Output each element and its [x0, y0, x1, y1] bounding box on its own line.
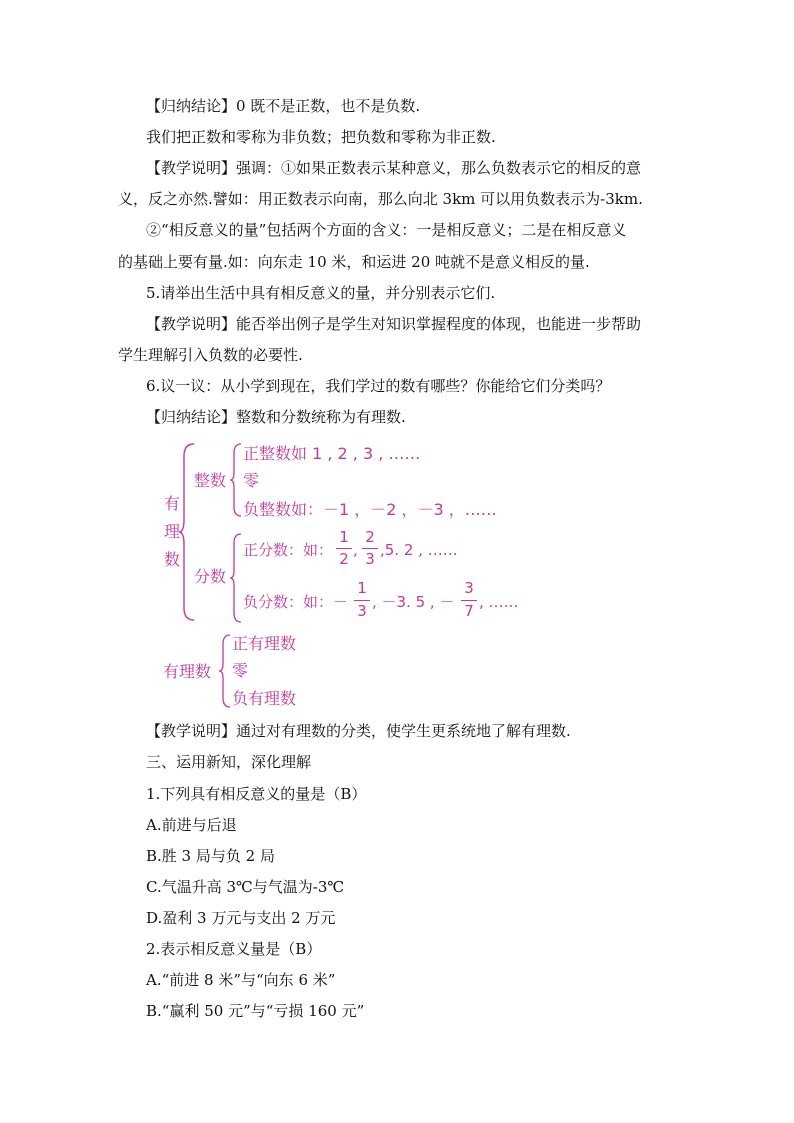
exercise-2: 2.表示相反意义量是（B） [146, 940, 322, 958]
zero-item: 零 [243, 471, 260, 490]
conclusion-zero: 【归纳结论】0 既不是正数，也不是负数. [146, 97, 421, 115]
outer-brace [178, 442, 198, 622]
exercise-1-option-a: A.前进与后退 [146, 816, 237, 834]
frac-1-2-denominator: 2 [339, 550, 349, 568]
frac-1-2-numerator: 1 [339, 528, 349, 546]
exercise-2-option-b: B.“赢利 50 元”与“亏损 160 元” [146, 1002, 365, 1020]
negative-rationals: 负有理数 [232, 689, 297, 708]
fraction-label: 分数 [194, 567, 227, 586]
frac-2-3-denominator: 3 [365, 550, 375, 568]
positive-integers: 正整数如 1 , 2 , 3 , …… [243, 444, 421, 463]
positive-fractions-tail: ,5. 2 , …… [380, 541, 458, 559]
frac-1-3-bar [354, 600, 370, 601]
frac-3-7-bar [461, 600, 477, 601]
root-char-2: 理 [164, 522, 181, 541]
frac-2-3-bar [362, 548, 378, 549]
exercise-1-option-d: D.盈利 3 万元与支出 2 万元 [146, 909, 336, 927]
frac-1-3-numerator: 1 [357, 579, 367, 597]
exercise-1: 1.下列具有相反意义的量是（B） [146, 785, 367, 803]
root-char-3: 数 [164, 550, 181, 569]
rational-root-label: 有理数 [163, 662, 212, 681]
teaching-note-2a: ②“相反意义的量”包括两个方面的含义：一是相反意义；二是在相反意义 [146, 221, 627, 239]
negative-fractions-mid: , －3. 5 , － [372, 593, 455, 611]
positive-fractions-prefix: 正分数：如： [243, 541, 334, 559]
exercise-2-option-a: A.“前进 8 米”与“向东 6 米” [146, 971, 336, 989]
teaching-note-2b: 的基础上要有量.如：向东走 10 米，和运进 20 吨就不是意义相反的量. [118, 253, 590, 271]
teaching-note-4: 【教学说明】通过对有理数的分类，使学生更系统地了解有理数. [146, 722, 571, 740]
fraction-brace [229, 533, 243, 623]
comma: , [353, 541, 358, 559]
negative-fractions-prefix: 负分数：如：－ [243, 593, 349, 611]
teaching-note-3a: 【教学说明】能否举出例子是学生对知识掌握程度的体现，也能进一步帮助 [146, 315, 642, 333]
frac-3-7-numerator: 3 [464, 579, 474, 597]
exercise-1-option-c: C.气温升高 3℃与气温为-3℃ [146, 878, 345, 896]
integer-brace [229, 443, 243, 517]
positive-rationals: 正有理数 [232, 634, 297, 653]
section-three-heading: 三、运用新知，深化理解 [146, 753, 312, 771]
question-6: 6.议一议：从小学到现在，我们学过的数有哪些？你能给它们分类吗？ [146, 377, 611, 395]
teaching-note-3b: 学生理解引入负数的必要性. [118, 346, 303, 364]
root-char-1: 有 [164, 494, 181, 513]
zero-rational: 零 [232, 661, 249, 680]
exercise-1-option-b: B.胜 3 局与负 2 局 [146, 847, 275, 865]
negative-fractions-tail: , …… [479, 593, 519, 611]
negative-integers: 负整数如：－1 ，－2 ，－3 ，…… [243, 500, 497, 519]
frac-3-7-denominator: 7 [464, 602, 474, 620]
conclusion-rational: 【归纳结论】整数和分数统称为有理数. [146, 408, 406, 426]
nonnegative-definition: 我们把正数和零称为非负数；把负数和零称为非正数. [146, 128, 496, 146]
question-5: 5.请举出生活中具有相反意义的量，并分别表示它们. [146, 284, 496, 302]
frac-1-2-bar [336, 548, 352, 549]
frac-1-3-denominator: 3 [357, 602, 367, 620]
teaching-note-1b: 义，反之亦然.譬如：用正数表示向南，那么向北 3km 可以用负数表示为-3km. [118, 190, 643, 208]
integer-label: 整数 [194, 471, 227, 490]
teaching-note-1a: 【教学说明】强调：①如果正数表示某种意义，那么负数表示它的相反的意 [146, 159, 642, 177]
sign-brace [218, 634, 232, 708]
frac-2-3-numerator: 2 [365, 528, 375, 546]
